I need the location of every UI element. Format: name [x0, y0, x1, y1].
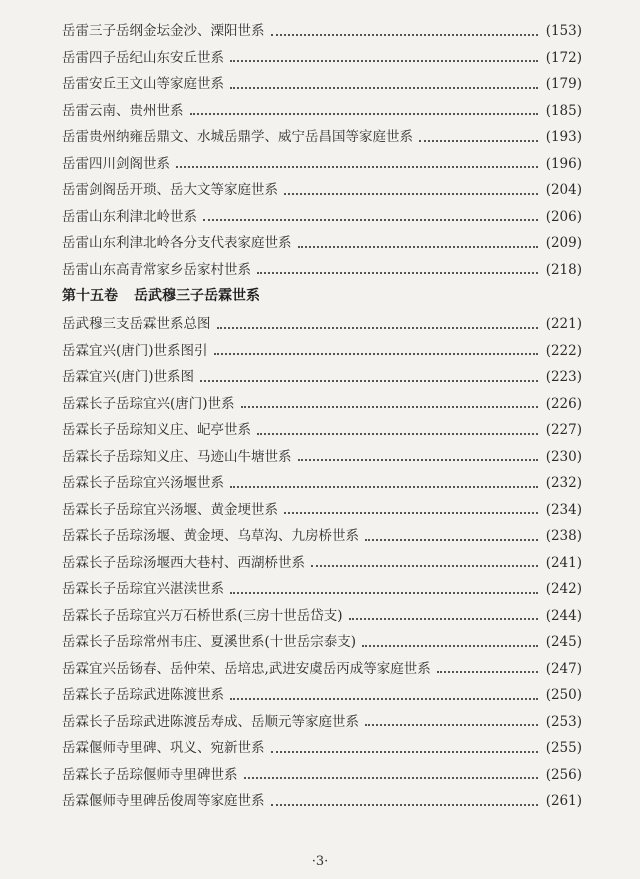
dot-leader [200, 380, 538, 382]
toc-entry[interactable] [62, 464, 582, 491]
toc-entry-page: (261) [545, 793, 582, 809]
toc-entry-page: (206) [545, 208, 582, 225]
toc-entry-title: 岳雷剑阁岳开琐、岳大文等家庭世系 [62, 182, 278, 198]
toc-entry-title: 岳霖长子岳琮宜兴(唐门)世系 [62, 395, 235, 412]
toc-entry-page: (244) [545, 607, 582, 624]
toc-entry[interactable] [62, 65, 582, 92]
toc-entry-title: 岳霖长子岳琮常州韦庄、夏溪世系(十世岳宗泰支) [62, 634, 357, 650]
dot-leader [230, 698, 538, 700]
toc-entry-page: (255) [545, 740, 582, 756]
section-title: 岳武穆三子岳霖世系 [134, 288, 260, 304]
toc-entry-page: (250) [545, 687, 582, 703]
toc-entry-title: 岳武穆三支岳霖世系总图 [62, 316, 211, 332]
toc-entry[interactable] [62, 145, 582, 172]
toc-entry-page: (221) [545, 316, 582, 332]
toc-entry-page: (256) [545, 766, 582, 783]
volume-number: 第十五卷 [62, 288, 118, 304]
dot-leader [244, 777, 538, 779]
toc-entry-title: 岳霖长子岳琮汤堰西大巷村、西湖桥世系 [62, 554, 305, 571]
dot-leader [362, 645, 538, 647]
toc-entry-title: 岳霖长子岳琮知义庄、马迹山牛塘世系 [62, 448, 292, 465]
dot-leader [176, 166, 538, 168]
toc-entry[interactable] [62, 491, 582, 518]
toc-entry-page: (253) [545, 713, 582, 730]
toc-entry[interactable] [62, 703, 582, 730]
toc-entry[interactable] [62, 305, 582, 332]
toc-entry-title: 岳霖偃师寺里碑、巩义、宛新世系 [62, 740, 265, 756]
toc-entry-page: (223) [545, 369, 582, 385]
toc-entry[interactable] [62, 39, 582, 66]
toc-entry[interactable] [62, 385, 582, 412]
toc-entry-title: 岳霖长子岳琮武进陈渡岳寿成、岳顺元等家庭世系 [62, 713, 359, 730]
toc-entry-page: (204) [545, 182, 582, 198]
toc-entry[interactable] [62, 411, 582, 438]
toc-entry-page: (226) [545, 395, 582, 412]
toc-entry-title: 岳霖宜兴(唐门)世系图引 [62, 342, 208, 359]
toc-entry[interactable] [62, 12, 582, 39]
dot-leader [271, 804, 538, 806]
section-heading [62, 277, 582, 305]
toc-entry-page: (234) [545, 501, 582, 518]
toc-entry[interactable] [62, 782, 582, 809]
dot-leader [437, 671, 538, 673]
dot-leader [271, 751, 538, 753]
toc-entry[interactable] [62, 517, 582, 544]
toc-list-bottom [62, 305, 582, 809]
toc-entry-page: (232) [545, 475, 582, 491]
toc-entry-page: (245) [545, 634, 582, 650]
toc-entry[interactable] [62, 332, 582, 359]
toc-entry[interactable] [62, 438, 582, 465]
toc-entry[interactable] [62, 92, 582, 119]
toc-entry-title: 岳雷山东利津北岭世系 [62, 208, 197, 225]
toc-entry-title: 岳霖长子岳琮宜兴湛渎世系 [62, 581, 224, 597]
toc-entry-title: 岳霖长子岳琮宜兴汤堰、黄金埂世系 [62, 501, 278, 518]
toc-entry[interactable] [62, 171, 582, 198]
toc-entry-page: (185) [545, 102, 582, 119]
toc-entry-title: 岳雷云南、贵州世系 [62, 102, 184, 119]
toc-entry[interactable] [62, 570, 582, 597]
toc-entry-title: 岳霖长子岳琮汤堰、黄金埂、乌草沟、九房桥世系 [62, 528, 359, 544]
toc-list-top [62, 12, 582, 277]
toc-entry-title: 岳霖长子岳琮宜兴万石桥世系(三房十世岳岱支) [62, 607, 343, 624]
toc-entry-page: (153) [545, 23, 582, 39]
dot-leader [365, 724, 538, 726]
dot-leader [298, 459, 538, 461]
toc-entry-title: 岳霖长子岳琮知义庄、屺亭世系 [62, 422, 251, 438]
dot-leader [230, 87, 538, 89]
toc-entry[interactable] [62, 118, 582, 145]
dot-leader [241, 406, 538, 408]
toc-entry-title: 岳霖宜兴(唐门)世系图 [62, 369, 195, 385]
dot-leader [349, 618, 538, 620]
toc-entry-title: 岳雷三子岳纲金坛金沙、溧阳世系 [62, 23, 265, 39]
dot-leader [365, 539, 538, 541]
toc-entry-title: 岳雷山东利津北岭各分支代表家庭世系 [62, 235, 292, 251]
toc-entry-page: (238) [545, 528, 582, 544]
toc-entry[interactable] [62, 623, 582, 650]
dot-leader [311, 565, 538, 567]
dot-leader [230, 486, 538, 488]
dot-leader [230, 60, 538, 62]
dot-leader [298, 246, 538, 248]
toc-entry[interactable] [62, 544, 582, 571]
toc-entry[interactable] [62, 650, 582, 677]
toc-entry[interactable] [62, 729, 582, 756]
toc-entry-title: 岳雷贵州纳雍岳鼎文、水城岳鼎学、威宁岳昌国等家庭世系 [62, 129, 413, 145]
toc-entry[interactable] [62, 224, 582, 251]
dot-leader [257, 433, 538, 435]
dot-leader [203, 219, 538, 221]
toc-entry-page: (230) [545, 448, 582, 465]
toc-entry-page: (196) [545, 155, 582, 172]
dot-leader [257, 272, 538, 274]
toc-entry-page: (193) [545, 129, 582, 145]
toc-entry-page: (227) [545, 422, 582, 438]
toc-entry[interactable] [62, 251, 582, 278]
dot-leader [230, 592, 538, 594]
dot-leader [419, 140, 538, 142]
dot-leader [217, 327, 538, 329]
dot-leader [214, 353, 538, 355]
toc-entry-title: 岳雷安丘王文山等家庭世系 [62, 76, 224, 92]
toc-entry-page: (242) [545, 581, 582, 597]
toc-entry-page: (218) [545, 261, 582, 278]
page-number-footer: ·3· [311, 854, 329, 869]
toc-entry-title: 岳雷四子岳纪山东安丘世系 [62, 49, 224, 66]
toc-entry-title: 岳雷山东高青常家乡岳家村世系 [62, 261, 251, 278]
toc-entry-page: (247) [545, 660, 582, 677]
toc-entry-title: 岳霖长子岳琮宜兴汤堰世系 [62, 475, 224, 491]
toc-entry-page: (222) [545, 342, 582, 359]
toc-entry-title: 岳霖长子岳琮偃师寺里碑世系 [62, 766, 238, 783]
toc-entry-title: 岳雷四川剑阁世系 [62, 155, 170, 172]
toc-entry-title: 岳霖宜兴岳钖春、岳仲荣、岳培忠,武进安虞岳丙成等家庭世系 [62, 660, 431, 677]
toc-entry[interactable] [62, 597, 582, 624]
toc-entry-page: (179) [545, 76, 582, 92]
toc-entry-page: (241) [545, 554, 582, 571]
toc-entry-page: (172) [545, 49, 582, 66]
dot-leader [271, 34, 538, 36]
dot-leader [190, 113, 538, 115]
toc-entry-title: 岳霖偃师寺里碑岳俊周等家庭世系 [62, 793, 265, 809]
toc-entry[interactable] [62, 198, 582, 225]
toc-entry[interactable] [62, 756, 582, 783]
toc-entry-title: 岳霖长子岳琮武进陈渡世系 [62, 687, 224, 703]
toc-entry[interactable] [62, 676, 582, 703]
toc-entry[interactable] [62, 358, 582, 385]
toc-entry-page: (209) [545, 235, 582, 251]
dot-leader [284, 193, 538, 195]
dot-leader [284, 512, 538, 514]
